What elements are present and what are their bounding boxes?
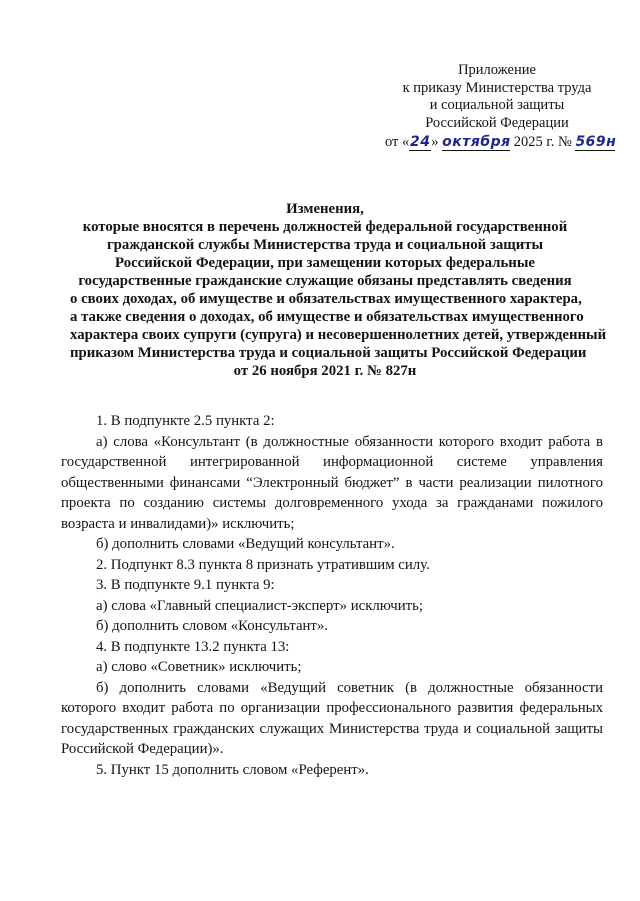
body-paragraph: б) дополнить словом «Консультант». — [96, 618, 328, 634]
appendix-header — [372, 62, 622, 152]
body-paragraph: а) слова «Консультант (в должностные обязанности которого входит работа в государственной интегрированной информационной системе управления общественными финансами “Электронный бюджет” в части реализации пилотного проекта по созданию системы долговременного ухода за гражданами пожилого возраста и инвалидами)» исключить; — [61, 433, 603, 532]
body-paragraph: б) дополнить словами «Ведущий советник (в должностные обязанности которого входит работа по организации профессионального развития федеральных государственных гражданских служащих Министерства труда и социальной защиты Российской Федерации)». — [61, 679, 603, 757]
title-line: приказом Министерства труда и социальной защиты Российской Федерации — [70, 345, 587, 361]
order-number-handwritten: 569н — [575, 134, 617, 150]
title-line: Российской Федерации, при замещении которых федеральные — [115, 255, 535, 271]
document-title — [70, 200, 607, 380]
date-day-field — [409, 135, 431, 151]
title-line: характера своих супруги (супруга) и несовершеннолетних детей, утвержденный — [70, 327, 607, 343]
date-prefix: от « — [385, 134, 410, 150]
date-day-handwritten: 24 — [410, 134, 431, 150]
date-month-handwritten: октября — [442, 134, 511, 150]
title-line: от 26 ноября 2021 г. № 827н — [233, 363, 417, 379]
title-line: о своих доходах, об имуществе и обязательствах имущественного характера, — [70, 291, 582, 307]
appendix-country: Российской Федерации — [425, 114, 569, 131]
body-paragraph: б) дополнить словами «Ведущий консультант». — [96, 536, 395, 552]
title-line: гражданской службы Министерства труда и социальной защиты — [106, 237, 544, 253]
body-paragraph: 1. В подпункте 2.5 пункта 2: — [96, 413, 275, 429]
title-line: которые вносятся в перечень должностей федеральной государственной — [82, 219, 568, 235]
date-mid: » — [431, 134, 439, 150]
body-paragraph: 5. Пункт 15 дополнить словом «Референт». — [96, 761, 369, 778]
body-paragraph: а) слово «Советник» исключить; — [96, 659, 302, 675]
order-number-field — [575, 135, 615, 151]
appendix-label: Приложение — [458, 62, 536, 78]
body-paragraph: 4. В подпункте 13.2 пункта 13: — [96, 638, 290, 655]
date-year: 2025 г. № — [513, 134, 572, 150]
title-line: государственные гражданские служащие обязаны представлять сведения — [78, 273, 572, 289]
title-line: Изменения, — [286, 201, 364, 217]
date-month-field — [442, 135, 510, 151]
document-body — [61, 411, 603, 780]
body-paragraph: 3. В подпункте 9.1 пункта 9: — [96, 577, 275, 593]
appendix-ministry: и социальной защиты — [429, 97, 565, 113]
order-date-line — [385, 134, 622, 152]
body-paragraph: 2. Подпункт 8.3 пункта 8 признать утратившим силу. — [96, 556, 430, 573]
body-paragraph: а) слова «Главный специалист-эксперт» исключить; — [96, 597, 423, 614]
title-line: а также сведения о доходах, об имуществе и обязательствах имущественного — [70, 309, 584, 325]
appendix-order-ref: к приказу Министерства труда — [402, 79, 592, 96]
